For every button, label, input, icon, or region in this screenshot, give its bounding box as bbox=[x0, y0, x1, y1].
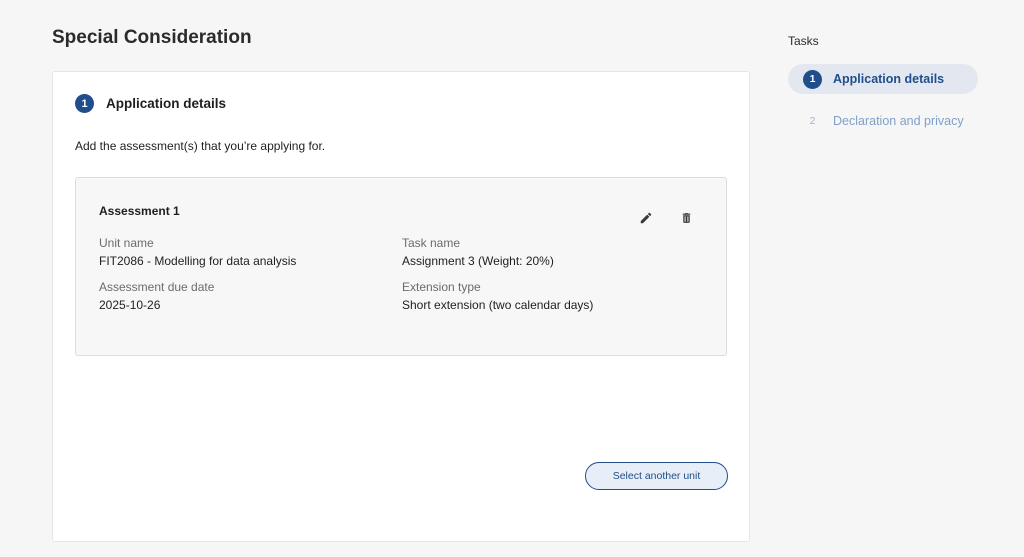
task-name-label: Task name bbox=[402, 236, 461, 250]
task-declaration-and-privacy[interactable] bbox=[788, 106, 978, 136]
task-step-badge: 1 bbox=[803, 70, 822, 89]
page-title: Special Consideration bbox=[52, 27, 252, 48]
task-application-details[interactable] bbox=[788, 64, 978, 94]
edit-assessment-button[interactable] bbox=[636, 208, 656, 228]
assessment-title: Assessment 1 bbox=[99, 204, 180, 218]
trash-icon bbox=[680, 211, 693, 225]
delete-assessment-button[interactable] bbox=[676, 208, 696, 228]
instructions-text: Add the assessment(s) that you’re applying for. bbox=[75, 139, 326, 153]
task-label: Declaration and privacy bbox=[833, 114, 964, 128]
assessment-card bbox=[75, 177, 727, 356]
section-header bbox=[75, 94, 226, 113]
task-name-value: Assignment 3 (Weight: 20%) bbox=[402, 254, 554, 268]
pencil-icon bbox=[639, 211, 653, 225]
application-details-card bbox=[52, 71, 750, 542]
extension-type-value: Short extension (two calendar days) bbox=[402, 298, 594, 312]
unit-name-value: FIT2086 - Modelling for data analysis bbox=[99, 254, 297, 268]
section-title: Application details bbox=[106, 96, 227, 111]
unit-name-label: Unit name bbox=[99, 236, 154, 250]
extension-type-label: Extension type bbox=[402, 280, 481, 294]
select-another-unit-button[interactable]: Select another unit bbox=[585, 462, 728, 490]
tasks-heading: Tasks bbox=[788, 34, 819, 48]
due-date-label: Assessment due date bbox=[99, 280, 215, 294]
step-number-badge: 1 bbox=[75, 94, 94, 113]
due-date-value: 2025-10-26 bbox=[99, 298, 161, 312]
task-step-badge: 2 bbox=[809, 115, 816, 127]
task-label: Application details bbox=[833, 72, 945, 86]
